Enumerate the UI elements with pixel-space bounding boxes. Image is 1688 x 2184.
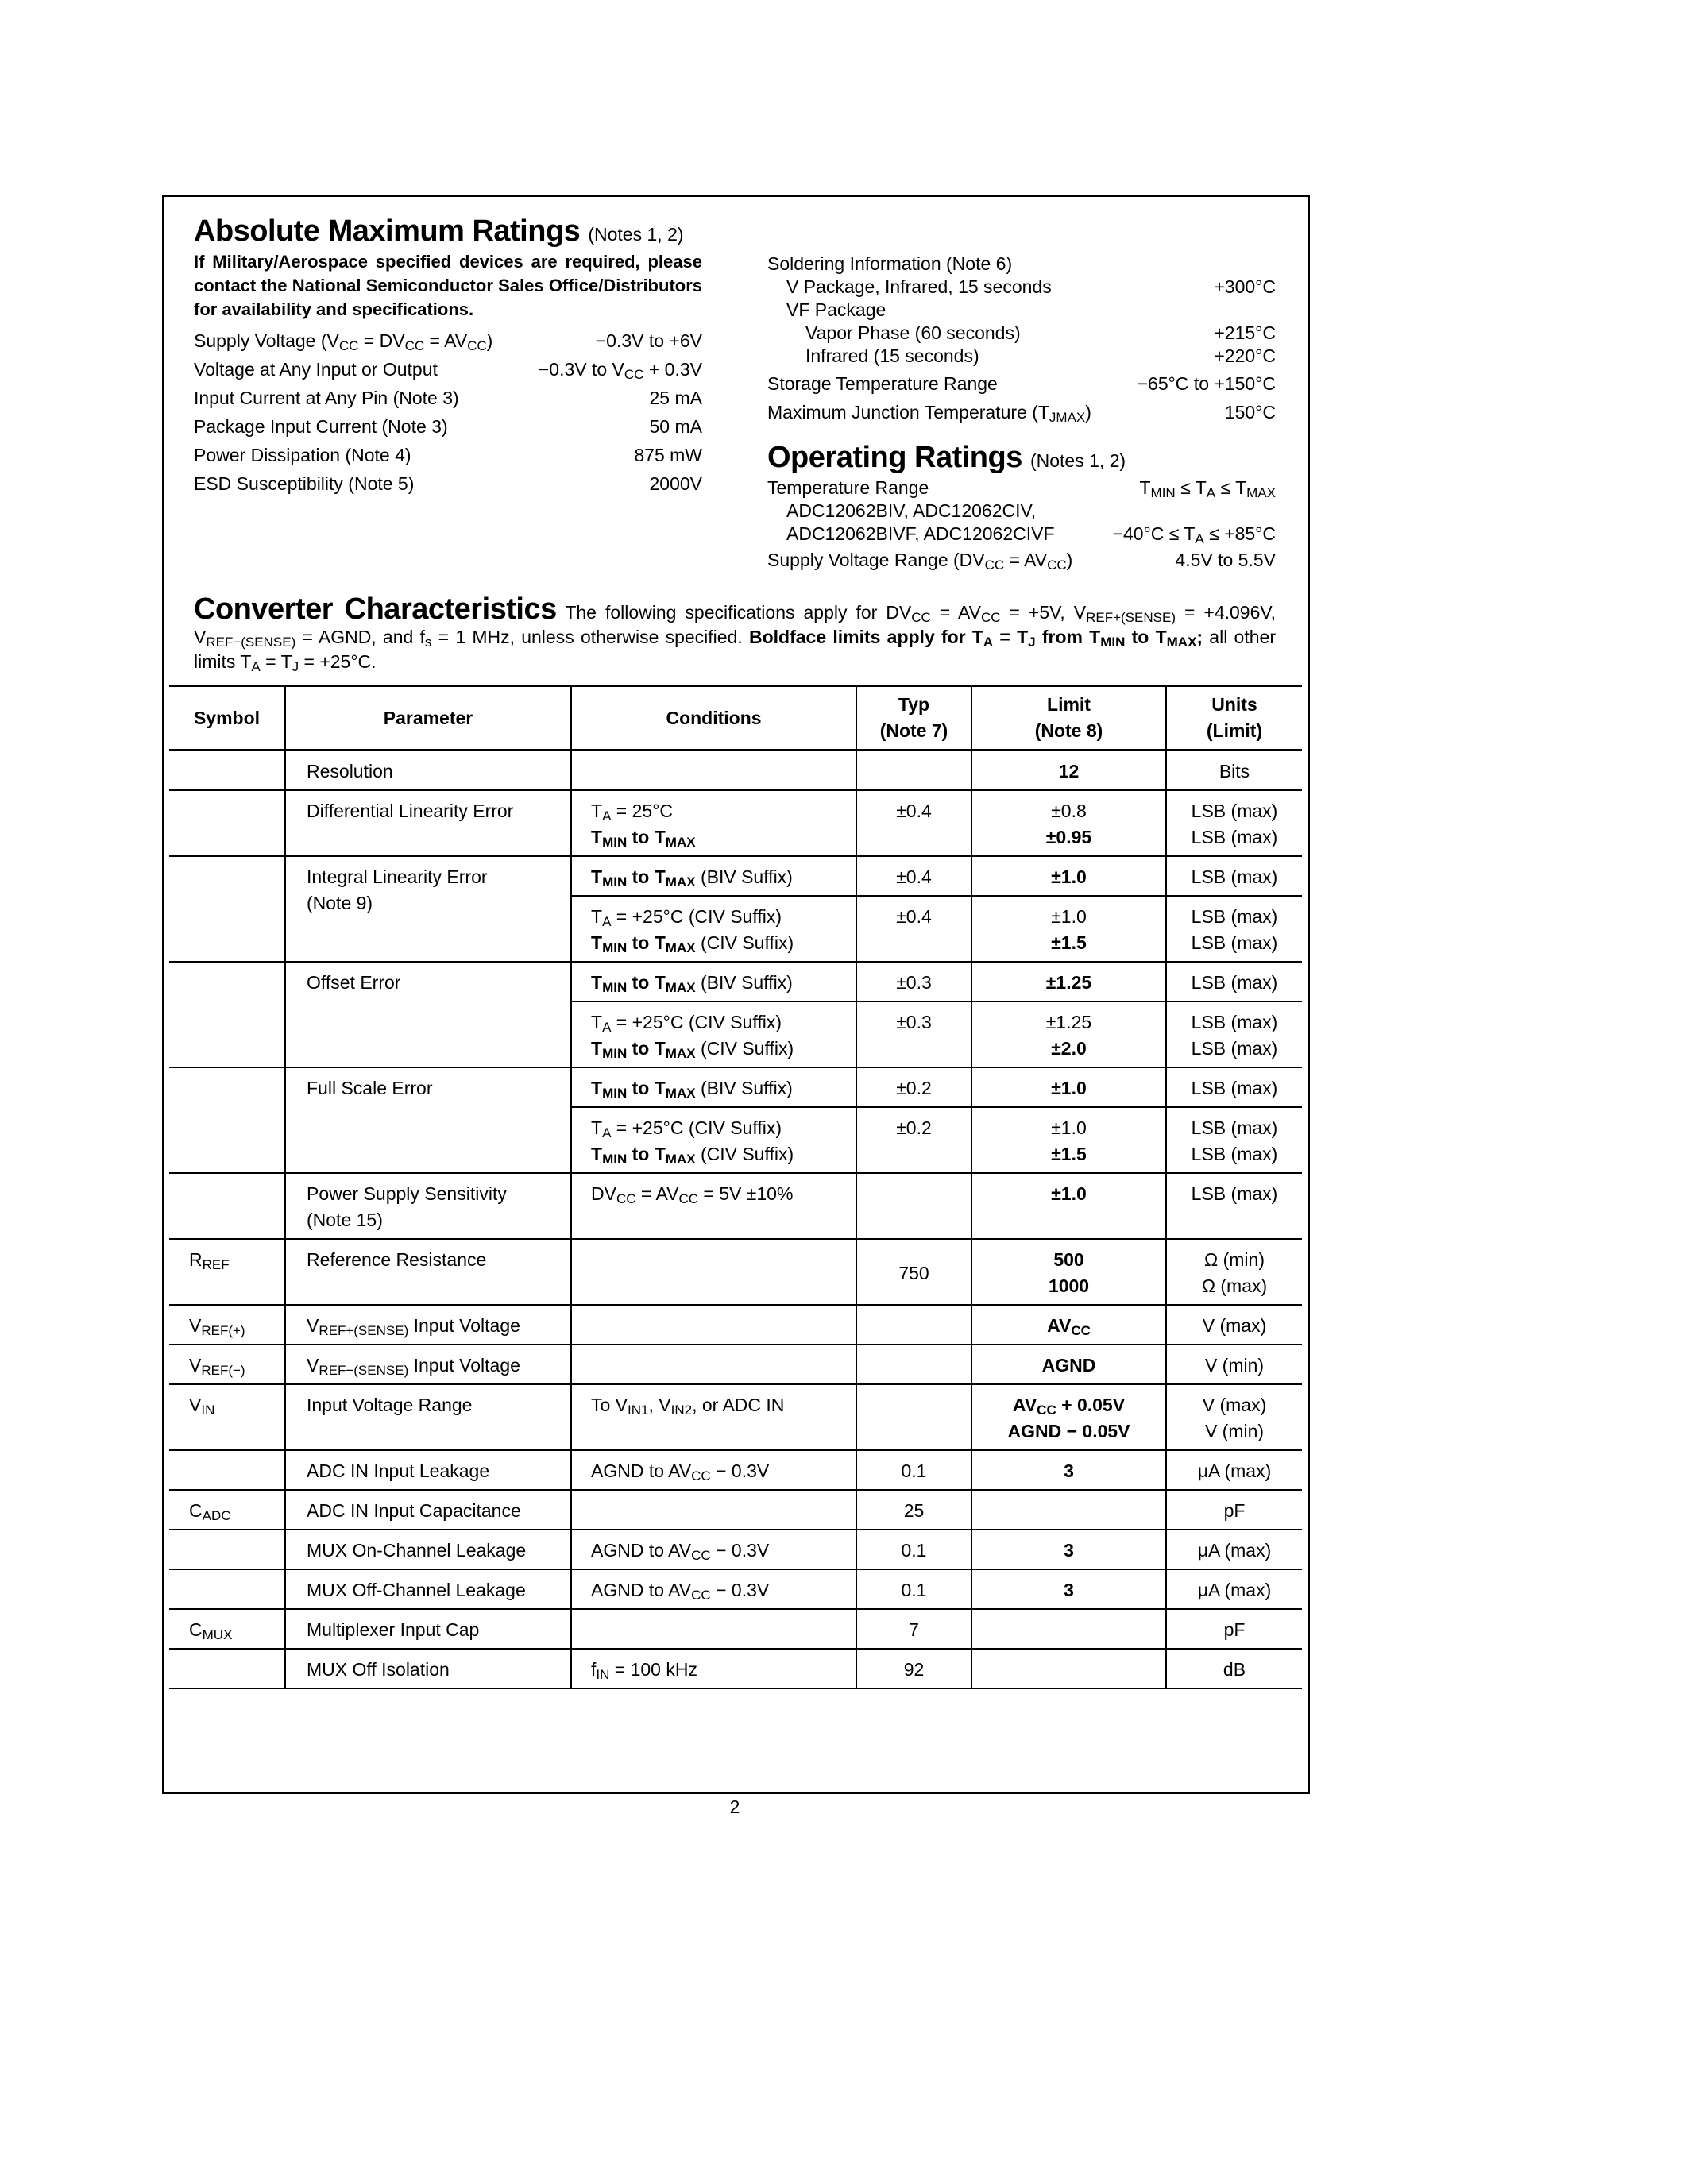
abs-max-item-value: 50 mA <box>649 416 702 437</box>
cell-par: Resolution <box>285 751 571 791</box>
cell-par: Reference Resistance <box>285 1239 571 1305</box>
cell-typ <box>856 1173 971 1239</box>
cell-con: $T_A = +25^\circ C$ (CIV Suffix) $T_{MIN}$ to $T_{MAX}$ (CIV Suffix) <box>571 1107 856 1173</box>
abs-max-item-value: −0.3V to +6V <box>595 330 702 351</box>
abs-max-item-label: Power Dissipation (Note 4) <box>194 445 411 465</box>
cell-typ: ±0.2 <box>856 1067 971 1107</box>
cell-typ: 750 <box>856 1239 971 1305</box>
cell-uni: V (max) V (min) <box>1166 1384 1302 1450</box>
cell-par: MUX Off-Channel Leakage <box>285 1569 571 1609</box>
abs-max-item-value: 25 mA <box>649 388 702 408</box>
cell-lim: $AV_{CC}$ <box>971 1305 1166 1345</box>
cell-uni: Bits <box>1166 751 1302 791</box>
cell-uni: V (max) <box>1166 1305 1302 1345</box>
soldering-vapor: Vapor Phase (60 seconds) +215°C <box>805 322 1276 343</box>
col-units: Units (Limit) <box>1166 686 1302 751</box>
cell-lim: 12 <box>971 751 1166 791</box>
table-row <box>169 1067 1302 1107</box>
cell-sym <box>169 1569 285 1609</box>
cell-lim: ±1.0 ±1.5 <box>971 896 1166 962</box>
abs-max-item-label: ESD Susceptibility (Note 5) <box>194 473 415 494</box>
cell-lim: AGND <box>971 1345 1166 1384</box>
abs-max-item-value: 875 mW <box>634 445 702 465</box>
abs-max-item <box>194 441 702 469</box>
cell-sym <box>169 962 285 1001</box>
cell-uni: μA (max) <box>1166 1569 1302 1609</box>
cell-par: $V_{REF+(SENSE)}$ Input Voltage <box>285 1305 571 1345</box>
cell-par: Input Voltage Range <box>285 1384 571 1450</box>
cell-par: Multiplexer Input Cap <box>285 1609 571 1649</box>
cell-uni: dB <box>1166 1649 1302 1688</box>
cell-lim: ±1.25 ±2.0 <box>971 1001 1166 1067</box>
table-row <box>169 1305 1302 1345</box>
cell-par: Full Scale Error <box>285 1067 571 1173</box>
table-row <box>169 1239 1302 1305</box>
cell-sym <box>169 1107 285 1173</box>
cell-sym: $C_{ADC}$ <box>169 1490 285 1530</box>
table-row <box>169 1609 1302 1649</box>
table-header-row <box>169 686 1302 751</box>
cell-uni: V (min) <box>1166 1345 1302 1384</box>
cell-typ: 0.1 <box>856 1530 971 1569</box>
abs-max-item-label: Supply Voltage $(V_{CC} = DV_{CC} = AV_{CC})$ <box>194 330 493 353</box>
cell-typ: 0.1 <box>856 1569 971 1609</box>
cell-par: ADC IN Input Capacitance <box>285 1490 571 1530</box>
cell-typ: ±0.4 <box>856 790 971 856</box>
cell-typ: 7 <box>856 1609 971 1649</box>
cell-sym <box>169 1067 285 1107</box>
table-row <box>169 1173 1302 1239</box>
cell-lim: ±1.0 <box>971 1067 1166 1107</box>
converter-intro <box>194 592 1277 674</box>
operating-title: Operating Ratings (Notes 1, 2) <box>767 441 1126 474</box>
cell-sym <box>169 1001 285 1067</box>
cell-lim: 3 <box>971 1450 1166 1490</box>
soldering-v-package: V Package, Infrared, 15 seconds +300°C <box>786 276 1276 297</box>
table-row <box>169 1490 1302 1530</box>
table-row <box>169 962 1302 1001</box>
abs-max-item <box>194 326 702 355</box>
cell-uni: μA (max) <box>1166 1450 1302 1490</box>
cell-sym: $C_{MUX}$ <box>169 1609 285 1649</box>
cell-par: Offset Error <box>285 962 571 1067</box>
cell-lim <box>971 1649 1166 1688</box>
abs-max-item <box>194 412 702 441</box>
cell-typ: ±0.4 <box>856 856 971 896</box>
cell-sym: $V_{IN}$ <box>169 1384 285 1450</box>
cell-con: $T_A = +25^\circ C$ (CIV Suffix) $T_{MIN}$ to $T_{MAX}$ (CIV Suffix) <box>571 896 856 962</box>
cell-typ: ±0.3 <box>856 962 971 1001</box>
cell-typ: ±0.3 <box>856 1001 971 1067</box>
abs-max-item-label: Voltage at Any Input or Output <box>194 359 438 380</box>
cell-typ <box>856 1305 971 1345</box>
cell-con: $T_A = +25^\circ C$ (CIV Suffix) $T_{MIN}$ to $T_{MAX}$ (CIV Suffix) <box>571 1001 856 1067</box>
cell-typ <box>856 751 971 791</box>
cell-sym <box>169 1173 285 1239</box>
cell-typ: 0.1 <box>856 1450 971 1490</box>
cell-con: $DV_{CC} = AV_{CC} = 5V \pm 10\%$ <box>571 1173 856 1239</box>
op-parts-2: ADC12062BIVF, ADC12062CIVF $-40^\circ C \le T_A \le +85^\circ C$ <box>786 523 1276 546</box>
cell-sym <box>169 1530 285 1569</box>
cell-con: $T_{MIN}$ to $T_{MAX}$ (BIV Suffix) <box>571 1067 856 1107</box>
op-parts-1: ADC12062BIV, ADC12062CIV, <box>786 500 1037 521</box>
cell-sym: $V_{REF(+)}$ <box>169 1305 285 1345</box>
cell-con: AGND to $AV_{CC} - 0.3V$ <box>571 1450 856 1490</box>
col-typ: Typ (Note 7) <box>856 686 971 751</box>
col-parameter: Parameter <box>285 686 571 751</box>
table-row <box>169 1649 1302 1688</box>
col-conditions: Conditions <box>571 686 856 751</box>
cell-lim: 3 <box>971 1530 1166 1569</box>
abs-max-item <box>194 355 702 384</box>
cell-lim: ±0.8 ±0.95 <box>971 790 1166 856</box>
abs-max-item-value: 2000V <box>649 473 702 494</box>
cell-con <box>571 1345 856 1384</box>
abs-max-title: Absolute Maximum Ratings (Notes 1, 2) <box>194 214 684 248</box>
abs-max-item-label: Input Current at Any Pin (Note 3) <box>194 388 459 408</box>
junction-temp: Maximum Junction Temperature $(T_{JMAX})$ 150°C <box>767 402 1276 425</box>
abs-max-item <box>194 384 702 412</box>
cell-con: AGND to $AV_{CC} - 0.3V$ <box>571 1530 856 1569</box>
cell-par: MUX Off Isolation <box>285 1649 571 1688</box>
col-limit: Limit (Note 8) <box>971 686 1166 751</box>
cell-lim <box>971 1490 1166 1530</box>
cell-con: $f_{IN} = 100$ kHz <box>571 1649 856 1688</box>
cell-lim: 500 1000 <box>971 1239 1166 1305</box>
cell-lim: ±1.25 <box>971 962 1166 1001</box>
cell-lim: $AV_{CC} + 0.05V$ AGND − 0.05V <box>971 1384 1166 1450</box>
abs-max-list <box>194 326 702 498</box>
abs-max-item-value: −0.3V to $V_{CC} + 0.3V$ <box>538 359 702 382</box>
cell-sym <box>169 751 285 791</box>
table-row <box>169 1345 1302 1384</box>
cell-con <box>571 1609 856 1649</box>
cell-typ <box>856 1384 971 1450</box>
table-row <box>169 751 1302 791</box>
characteristics-table <box>169 685 1302 1689</box>
converter-title: Converter Characteristics <box>194 592 557 626</box>
cell-con: $T_{MIN}$ to $T_{MAX}$ (BIV Suffix) <box>571 856 856 896</box>
cell-par: MUX On-Channel Leakage <box>285 1530 571 1569</box>
cell-par: $V_{REF-(SENSE)}$ Input Voltage <box>285 1345 571 1384</box>
table-row <box>169 1530 1302 1569</box>
cell-con <box>571 1239 856 1305</box>
cell-con <box>571 751 856 791</box>
cell-typ <box>856 1345 971 1384</box>
cell-uni: μA (max) <box>1166 1530 1302 1569</box>
cell-uni: LSB (max) LSB (max) <box>1166 1001 1302 1067</box>
cell-uni: Ω (min) Ω (max) <box>1166 1239 1302 1305</box>
cell-par: Integral Linearity Error (Note 9) <box>285 856 571 962</box>
cell-con: To $V_{IN1}$, $V_{IN2}$, or ADC IN <box>571 1384 856 1450</box>
cell-par: Differential Linearity Error <box>285 790 571 856</box>
soldering-infrared: Infrared (15 seconds) +220°C <box>805 345 1276 366</box>
cell-uni: pF <box>1166 1609 1302 1649</box>
cell-uni: LSB (max) <box>1166 1067 1302 1107</box>
cell-sym <box>169 896 285 962</box>
soldering-header: Soldering Information (Note 6) <box>767 253 1013 274</box>
op-supply-range: Supply Voltage Range $(DV_{CC} = AV_{CC})$ 4.5V to 5.5V <box>767 550 1276 573</box>
cell-lim: ±1.0 <box>971 1173 1166 1239</box>
cell-uni: LSB (max) <box>1166 856 1302 896</box>
table-row <box>169 790 1302 856</box>
page-number: 2 <box>729 1796 740 1817</box>
abs-max-warning: If Military/Aerospace specified devices are required, please contact the National Semiconductor Sales Office/Distributors for availability and specifications. <box>194 252 702 319</box>
cell-par: ADC IN Input Leakage <box>285 1450 571 1490</box>
op-temp-range: Temperature Range $T_{MIN} \le T_A \le T_{MAX}$ <box>767 477 1276 500</box>
soldering-vf-package: VF Package <box>786 299 886 320</box>
cell-lim: ±1.0 ±1.5 <box>971 1107 1166 1173</box>
cell-typ: 25 <box>856 1490 971 1530</box>
cell-sym: $R_{REF}$ <box>169 1239 285 1305</box>
cell-uni: LSB (max) LSB (max) <box>1166 1107 1302 1173</box>
cell-sym <box>169 1649 285 1688</box>
soldering-section <box>767 253 1276 574</box>
cell-typ: 92 <box>856 1649 971 1688</box>
table-row <box>169 1450 1302 1490</box>
cell-con: $T_A = 25^\circ C$ $T_{MIN}$ to $T_{MAX}$ <box>571 790 856 856</box>
cell-lim: 3 <box>971 1569 1166 1609</box>
abs-max-section <box>194 214 702 498</box>
cell-con <box>571 1490 856 1530</box>
storage-temp: Storage Temperature Range −65°C to +150°C <box>767 373 1276 394</box>
cell-con: $T_{MIN}$ to $T_{MAX}$ (BIV Suffix) <box>571 962 856 1001</box>
cell-typ: ±0.2 <box>856 1107 971 1173</box>
converter-intro-text: Converter Characteristics The following specifications apply for $DV_{CC} = AV_{CC} = +5V$, $V_{REF+(SENSE)} = +4.096V$, $V_{REF-(SENSE)}$ = AGND, and $f_s = 1$ MHz, unless otherwise specified. Boldface limits apply for $T_A = T_J$ from $T_{MIN}$ to $T_{MAX}$; all other limits $T_A = T_J = +25^\circ C$. <box>194 592 1277 674</box>
cell-con <box>571 1305 856 1345</box>
cell-con: AGND to $AV_{CC} - 0.3V$ <box>571 1569 856 1609</box>
table-row <box>169 1569 1302 1609</box>
cell-uni: pF <box>1166 1490 1302 1530</box>
cell-uni: LSB (max) LSB (max) <box>1166 790 1302 856</box>
cell-typ: ±0.4 <box>856 896 971 962</box>
cell-sym: $V_{REF(-)}$ <box>169 1345 285 1384</box>
cell-uni: LSB (max) <box>1166 962 1302 1001</box>
cell-lim <box>971 1609 1166 1649</box>
cell-uni: LSB (max) LSB (max) <box>1166 896 1302 962</box>
table-row <box>169 856 1302 896</box>
cell-lim: ±1.0 <box>971 856 1166 896</box>
table-row <box>169 1384 1302 1450</box>
cell-uni: LSB (max) <box>1166 1173 1302 1239</box>
col-symbol: Symbol <box>169 686 285 751</box>
cell-sym <box>169 856 285 896</box>
cell-sym <box>169 1450 285 1490</box>
abs-max-item-label: Package Input Current (Note 3) <box>194 416 448 437</box>
cell-sym <box>169 790 285 856</box>
cell-par: Power Supply Sensitivity (Note 15) <box>285 1173 571 1239</box>
abs-max-item <box>194 469 702 498</box>
